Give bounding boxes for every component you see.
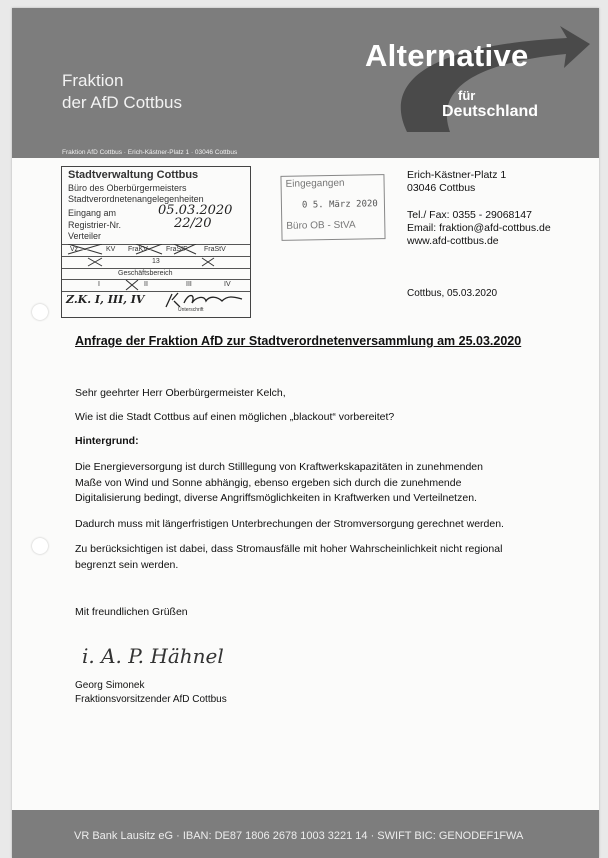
fraktion-line-2: der AfD Cottbus [62,93,183,112]
punch-hole [32,538,48,554]
background-heading: Hintergrund: [75,435,139,447]
stamp-registrier-label: Registrier-Nr. [68,220,122,230]
contact-web: www.afd-cottbus.de [407,235,499,247]
stamp-zk-note: Z.K. I, III, IV [66,293,145,306]
stamp-verteiler-label: Verteiler [68,231,102,241]
paragraph-1 [75,460,545,507]
contact-street: Erich-Kästner-Platz 1 [407,169,507,181]
received-stamp-label: Eingegangen [285,177,345,190]
stamp-number: 13 [152,258,160,265]
logo-deutschland: Deutschland [442,103,539,120]
stamp-eingang-label: Eingang am [68,208,117,218]
stamp-cell-frastv: FraStV [204,246,226,253]
letter-subject: Anfrage der Fraktion AfD zur Stadtverordnetenversammlung am 25.03.2020 [75,334,522,348]
closing: Mit freundlichen Grüßen [75,606,188,618]
logo-wordmark: Alternative [365,38,529,73]
contact-city: 03046 Cottbus [407,182,476,194]
main-question: Wie ist die Stadt Cottbus auf einen möglichen „blackout“ vorbereitet? [75,411,395,423]
paragraph-2: Dadurch muss mit längerfristigen Unterbrechungen der Stromversorgung gerechnet werden. [75,518,504,530]
contact-block [407,169,551,248]
signer-name: Georg Simonek [75,680,145,691]
paragraph-3-line-1: Zu berücksichtigen ist dabei, dass Stromausfälle mit hoher Wahrscheinlichkeit nicht regional [75,543,503,555]
stamp-registrier-number: 22/20 [174,216,212,231]
letter-page [12,8,599,858]
stamp-roman-1: I [98,281,100,288]
paragraph-3-line-2: begrenzt sein werden. [75,558,179,571]
stamp-roman-3: III [186,281,192,288]
stamp-geschaeftsbereich-label: Geschäftsbereich [118,270,173,277]
stamp-cell-frakv: FraKV [128,246,148,253]
receipt-stamp [61,166,251,318]
fraktion-line-1: Fraktion [62,71,124,90]
stamp-cell-frasif: FraSIF [166,246,188,253]
stamp-roman-2: II [144,281,148,288]
stamp-title: Stadtverwaltung Cottbus [68,169,199,181]
handwritten-signature: i. A. P. Hähnel [82,644,224,668]
received-stamp-date: 0 5. März 2020 [301,199,378,211]
received-stamp [280,174,385,241]
stamp-unterschrift-label: Unterschrift [178,307,204,313]
stamp-eingang-date: 05.03.2020 [158,203,233,218]
fraktion-name [62,70,182,114]
paragraph-1-line-2: Maße von Wind und Sonne abhängig, ebenso ergeben sich durch die zunehmende [75,476,462,489]
logo-fuer: für [458,88,476,103]
stamp-cell-kv: KV [106,246,116,253]
salutation: Sehr geehrter Herr Oberbürgermeister Kelch, [75,387,286,399]
signer-title: Fraktionsvorsitzender AfD Cottbus [75,694,227,705]
received-stamp-office: Büro OB - StVA [286,219,356,232]
place-and-date: Cottbus, 05.03.2020 [407,288,498,299]
contact-email: Email: fraktion@afd-cottbus.de [407,222,551,234]
stamp-roman-4: IV [224,281,231,288]
stamp-office: Büro des Oberbürgermeisters [68,183,187,193]
stamp-crosses-icon [62,244,250,292]
sender-address-line: Fraktion AfD Cottbus · Erich-Kästner-Platz 1 · 03046 Cottbus [62,149,238,156]
paragraph-3 [75,542,545,573]
contact-phone: Tel./ Fax: 0355 - 29068147 [407,209,532,221]
paragraph-1-line-1: Die Energieversorgung ist durch Stilllegung von Kraftwerkskapazitäten in zunehmenden [75,461,483,473]
punch-hole [32,304,48,320]
stamp-cell-vz: Vz [70,246,79,253]
bank-details: VR Bank Lausitz eG · IBAN: DE87 1806 2678 1003 3221 14 · SWIFT BIC: GENODEF1FWA [74,830,524,842]
paragraph-1-line-3: Digitalisierung bedingt, diverse Angriffsmöglichkeiten in Kraftwerken und Verteilnetzen. [75,492,477,504]
stamp-department: Stadtverordnetenangelegenheiten [68,194,204,204]
